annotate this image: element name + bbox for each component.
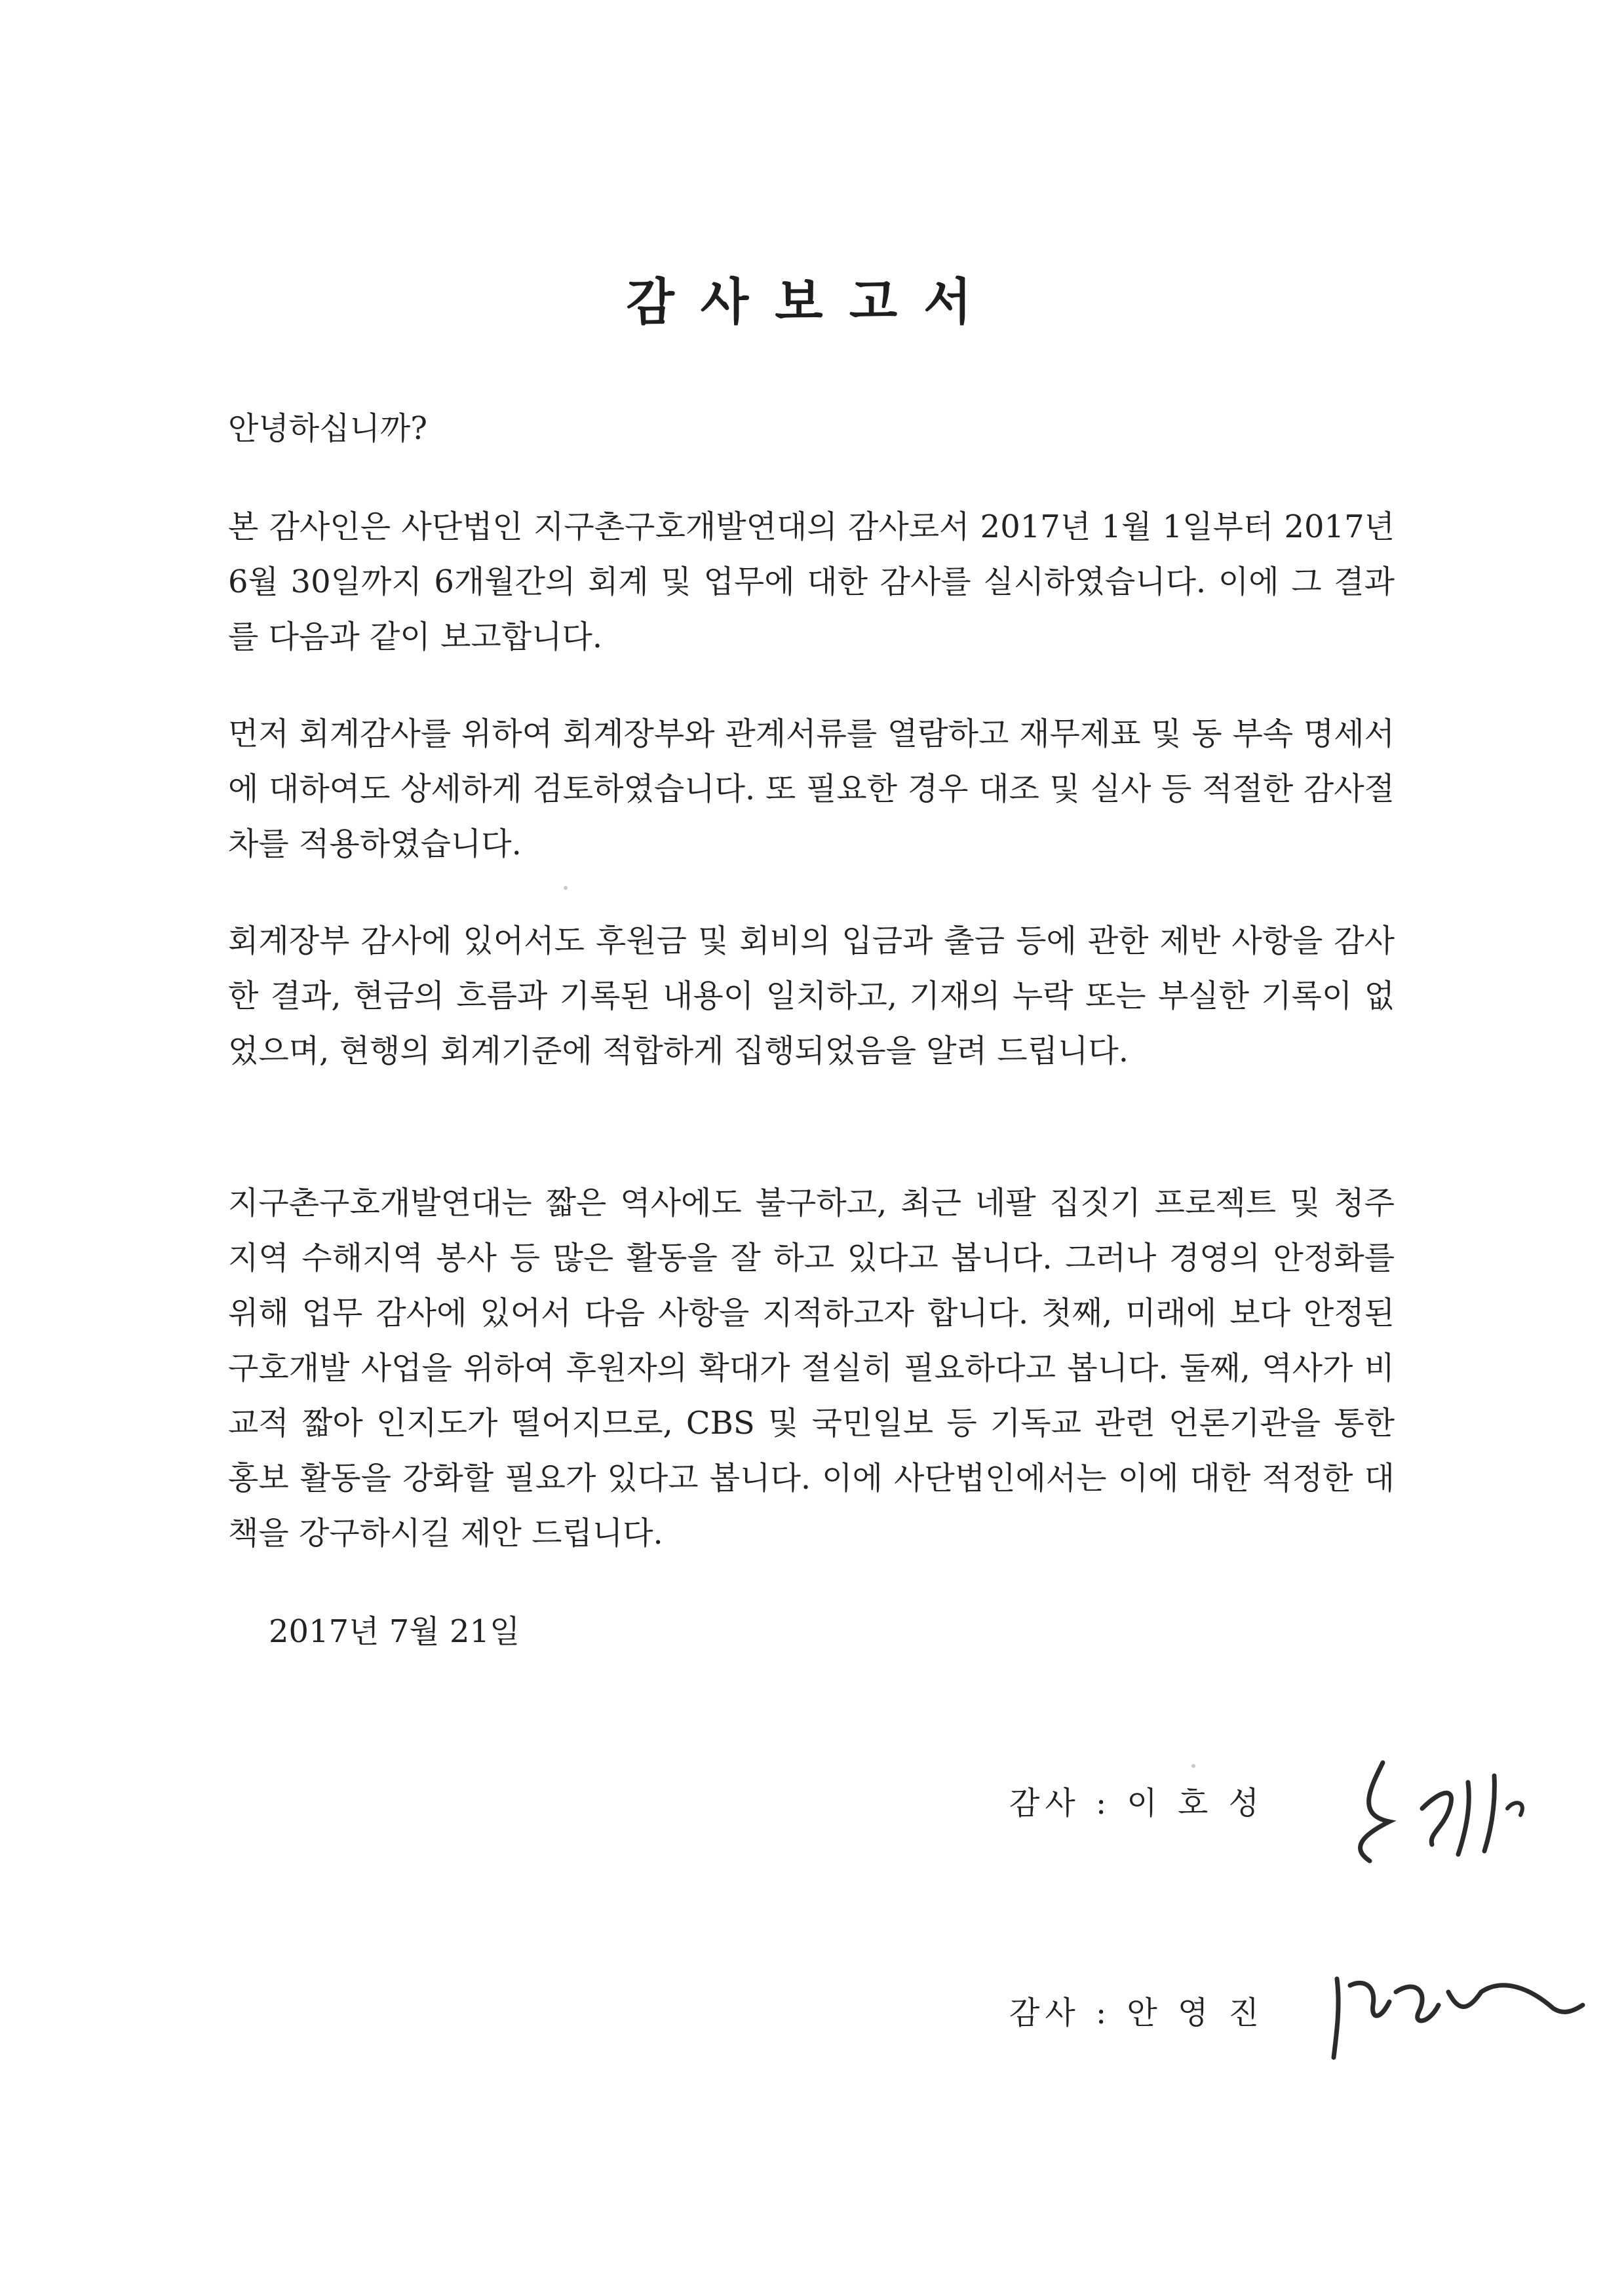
paragraph-ledger-result: 회계장부 감사에 있어서도 후원금 및 회비의 입금과 출금 등에 관한 제반 사항을 감사한 결과, 현금의 흐름과 기록된 내용이 일치하고, 기재의 누락 또는 부실한 기록이 없었으며, 현행의 회계기준에 적합하게 집행되었음을 알려 드립니다. (228, 923, 1395, 1069)
document-title: 감사보고서 (626, 273, 998, 331)
auditor-1-signature (1344, 1736, 1566, 1881)
report-date: 2017년 7월 21일 (269, 1613, 520, 1650)
paragraph-accounting-audit: 먼저 회계감사를 위하여 회계장부와 관계서류를 열람하고 재무제표 및 동 부속 명세서에 대하여도 상세하게 검토하였습니다. 또 필요한 경우 대조 및 실사 등 적절한 감사절차를 적용하였습니다. (228, 716, 1395, 862)
greeting: 안녕하십니까? (228, 410, 427, 447)
scan-speck (564, 886, 568, 890)
auditor-2-name: 감사 : 안 영 진 (1009, 1995, 1265, 2031)
paragraph-recommendations: 지구촌구호개발연대는 짧은 역사에도 불구하고, 최근 네팔 집짓기 프로젝트 및 청주 지역 수해지역 봉사 등 많은 활동을 잘 하고 있다고 봅니다. 그러나 경영의 안정화를 위해 업무 감사에 있어서 다음 사항을 지적하고자 합니다. 첫째, 미래에 보다 안정된 구호개발 사업을 위하여 후원자의 확대가 절실히 필요하다고 봅니다. 둘째, 역사가 비교적 짧아 인지도가 떨어지므로, CBS 및 국민일보 등 기독교 관련 언론기관을 통한 홍보 활동을 강화할 필요가 있다고 봅니다. 이에 사단법인에서는 이에 대한 적정한 대책을 강구하시길 제안 드립니다. (228, 1185, 1395, 1552)
paragraph-intro: 본 감사인은 사단법인 지구촌구호개발연대의 감사로서 2017년 1월 1일부터 2017년 6월 30일까지 6개월간의 회계 및 업무에 대한 감사를 실시하였습니다. 이에 그 결과를 다음과 같이 보고합니다. (228, 508, 1395, 655)
auditor-2-signature (1317, 1940, 1593, 2071)
scan-speck (1191, 1764, 1195, 1768)
auditor-1-name: 감사 : 이 호 성 (1009, 1785, 1265, 1822)
